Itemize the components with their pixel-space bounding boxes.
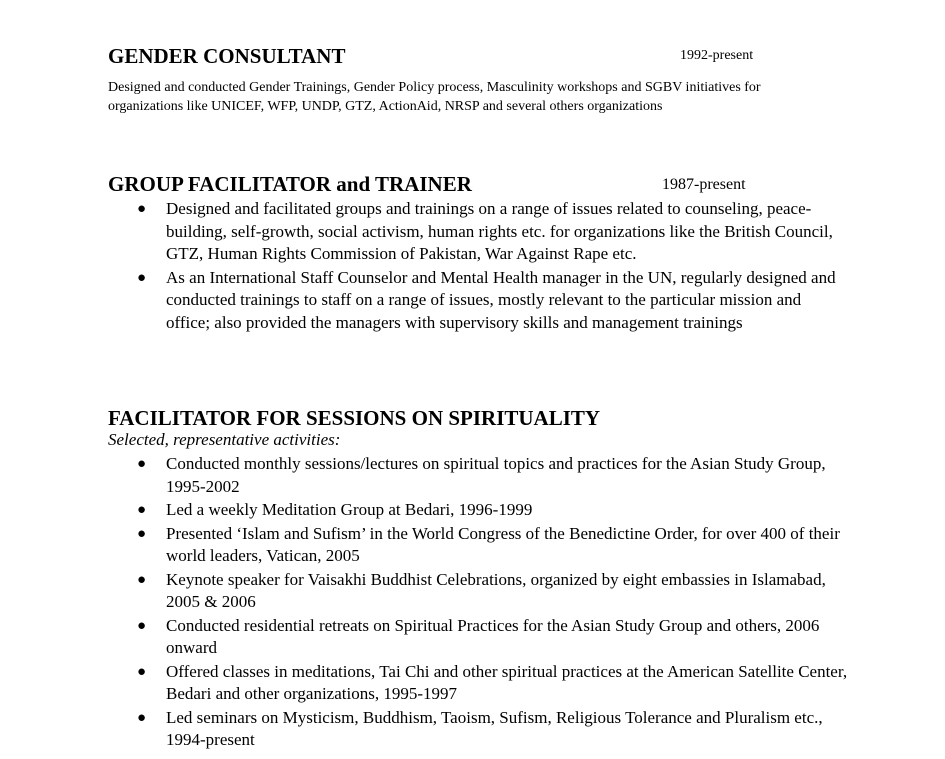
list-item xyxy=(108,198,843,266)
list-item xyxy=(108,523,848,568)
list-item xyxy=(108,453,848,498)
section-subtitle: Selected, representative activities: xyxy=(108,430,341,449)
list-item-text: Offered classes in meditations, Tai Chi and other spiritual practices at the American Satellite Center, Bedari and other organizations, 1995-1997 xyxy=(166,661,848,703)
list-item-text: Led seminars on Mysticism, Buddhism, Taoism, Sufism, Religious Tolerance and Pluralism etc., 1994-present xyxy=(166,707,823,749)
section-group-facilitator xyxy=(108,172,848,335)
list-item-text: Conducted residential retreats on Spiritual Practices for the Asian Study Group and others, 2006 onward xyxy=(166,615,820,657)
section-header xyxy=(108,44,848,70)
bullet-icon: ● xyxy=(137,617,147,634)
list-item xyxy=(108,707,848,752)
list-item xyxy=(108,569,848,614)
section-gender-consultant xyxy=(108,44,848,116)
bullet-icon: ● xyxy=(137,571,147,588)
bullet-icon: ● xyxy=(137,456,147,472)
section-date: 1987-present xyxy=(662,176,746,193)
bullet-list xyxy=(108,198,843,334)
bullet-icon: ● xyxy=(137,663,147,680)
list-item-text: Presented ‘Islam and Sufism’ in the World Congress of the Benedictine Order, for over 400 of their world leaders, Vatican, 2005 xyxy=(166,523,840,565)
list-item xyxy=(108,499,848,522)
bullet-icon: ● xyxy=(137,525,147,542)
section-heading: GROUP FACILITATOR and TRAINER xyxy=(108,172,472,196)
section-heading: GENDER CONSULTANT xyxy=(108,44,346,68)
bullet-icon: ● xyxy=(137,269,147,286)
section-description: Designed and conducted Gender Trainings, Gender Policy process, Masculinity workshops and SGBV initiatives for organizations like UNICEF, WFP, UNDP, GTZ, ActionAid, NRSP and several others organizations xyxy=(108,80,761,114)
list-item xyxy=(108,661,848,706)
list-item-text: Led a weekly Meditation Group at Bedari, 1996-1999 xyxy=(166,500,533,519)
list-item-text: Conducted monthly sessions/lectures on spiritual topics and practices for the Asian Study Group, 1995-2002 xyxy=(166,454,826,496)
section-header xyxy=(108,406,848,432)
list-item-text: Keynote speaker for Vaisakhi Buddhist Celebrations, organized by eight embassies in Islamabad, 2005 & 2006 xyxy=(166,569,826,611)
list-item xyxy=(108,267,843,335)
list-item-text: As an International Staff Counselor and Mental Health manager in the UN, regularly designed and conducted trainings to staff on a range of issues, mostly relevant to the particular mission and office; also provided the managers with supervisory skills and management trainings xyxy=(166,267,836,332)
section-spirituality xyxy=(108,406,848,753)
bullet-icon: ● xyxy=(137,502,147,518)
bullet-icon: ● xyxy=(137,201,147,217)
list-item xyxy=(108,615,848,660)
section-heading: FACILITATOR FOR SESSIONS ON SPIRITUALITY xyxy=(108,406,601,430)
bullet-list xyxy=(108,453,848,752)
list-item-text: Designed and facilitated groups and trainings on a range of issues related to counseling, peace-building, self-growth, social activism, human rights etc. for organizations like the British Council, GTZ, Human Rights Commission of Pakistan, War Against Rape etc. xyxy=(166,199,833,263)
section-date: 1992-present xyxy=(680,48,754,63)
section-header xyxy=(108,172,848,198)
bullet-icon: ● xyxy=(137,709,147,726)
